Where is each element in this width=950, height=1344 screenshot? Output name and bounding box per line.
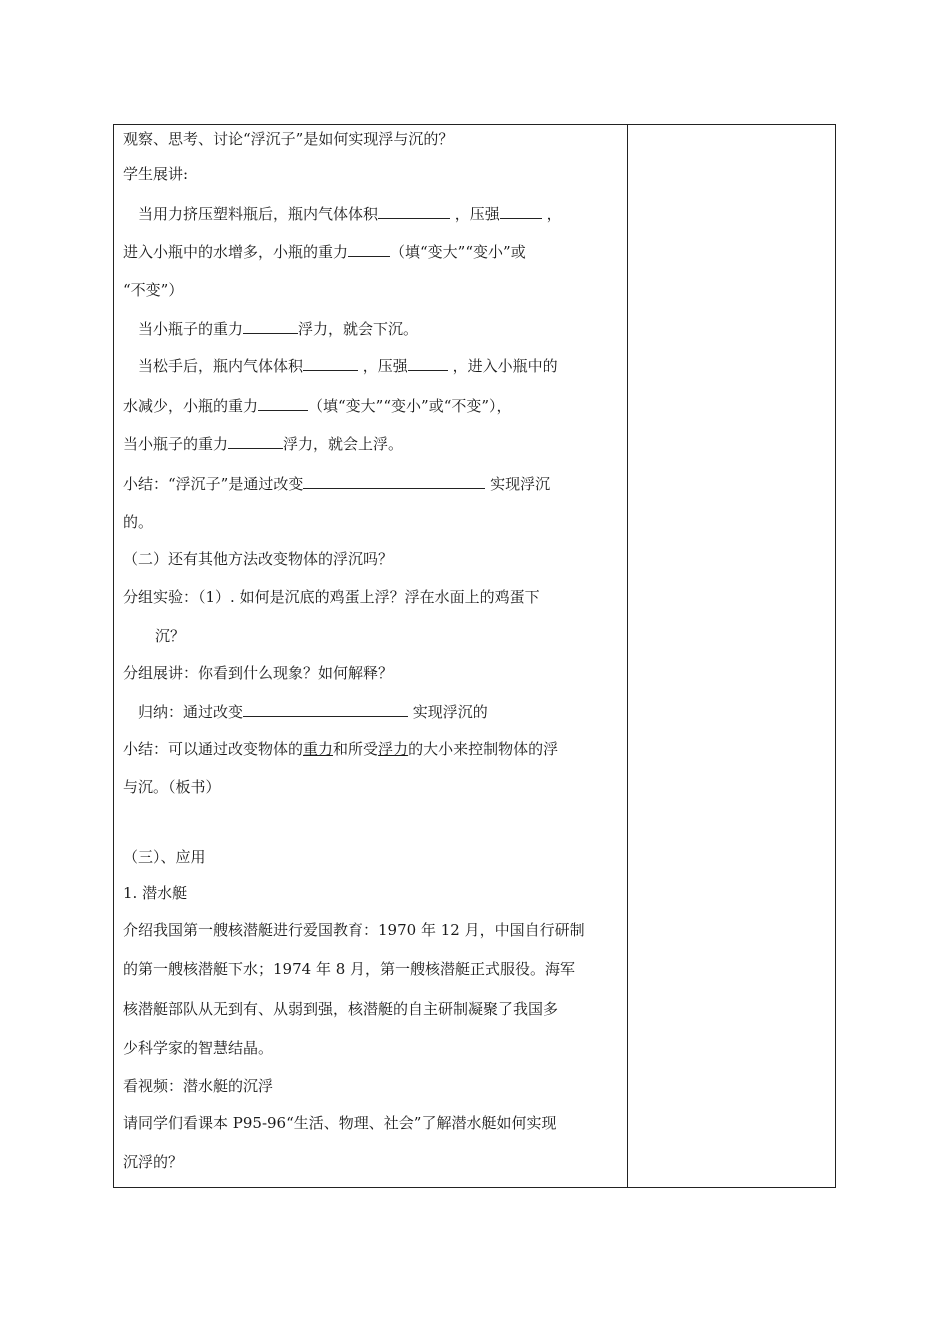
section-three-heading <box>123 847 206 867</box>
text: 的第一艘核潜艇下水；1974 年 8 月，第一艘核潜艇正式服役。海军 <box>123 960 576 978</box>
text: 观察、思考、讨论“浮沉子”是如何实现浮与沉的？ <box>123 130 454 148</box>
text: 少科学家的智慧结晶。 <box>123 1039 274 1057</box>
text: （填“变大”“变小”或“不变”）， <box>308 397 512 415</box>
text: 与沉。（板书） <box>123 778 221 796</box>
text: 沉浮的？ <box>123 1153 184 1171</box>
text: ，压强 <box>454 205 500 223</box>
text: 浮力，就会下沉。 <box>298 320 419 338</box>
text: 和所受 <box>333 740 379 758</box>
answer-blank[interactable] <box>303 355 358 371</box>
text: 实现浮沉的 <box>412 703 488 721</box>
line-student-present <box>123 164 188 184</box>
answer-blank[interactable] <box>228 433 283 449</box>
answer-blank[interactable] <box>500 203 542 219</box>
text: 归纳：通过改变 <box>138 703 244 721</box>
underlined-term: 浮力 <box>378 740 409 758</box>
line-intro-3 <box>123 999 558 1019</box>
line-sink <box>138 318 418 339</box>
text: 水减少，小瓶的重力 <box>123 397 259 415</box>
text: “不变”） <box>123 281 184 299</box>
text: 沉？ <box>155 627 186 645</box>
text: （填“变大”“变小”或 <box>390 243 526 261</box>
line-intro-4 <box>123 1038 273 1058</box>
answer-blank[interactable] <box>408 355 448 371</box>
text: 1. 潜水艇 <box>123 884 188 902</box>
line-release <box>138 355 558 376</box>
text: 进入小瓶中的水增多，小瓶的重力 <box>123 243 349 261</box>
answer-blank[interactable] <box>303 473 485 489</box>
line-textbook <box>123 1113 556 1133</box>
lesson-table <box>113 124 836 1188</box>
line-discuss <box>123 129 453 149</box>
text: （二）还有其他方法改变物体的浮沉吗？ <box>123 550 394 568</box>
text: 当用力挤压塑料瓶后，瓶内气体体积 <box>138 205 379 223</box>
text: ，压强 <box>362 357 408 375</box>
text: 当松手后，瓶内气体体积 <box>138 357 304 375</box>
text: 浮力，就会上浮。 <box>283 435 404 453</box>
line-summary-1-end <box>123 512 153 532</box>
text: 小结：“浮沉子”是通过改变 <box>123 475 304 493</box>
answer-blank[interactable] <box>243 701 408 717</box>
line-summary-2 <box>123 739 558 759</box>
line-group-experiment <box>123 587 540 607</box>
section-two-heading <box>123 549 393 569</box>
text: 请同学们看课本 P95-96“生活、物理、社会”了解潜水艇如何实现 <box>123 1114 557 1132</box>
answer-blank[interactable] <box>378 203 450 219</box>
text: 实现浮沉 <box>490 475 551 493</box>
item-submarine <box>123 883 187 903</box>
line-unchanged <box>123 280 183 300</box>
text: 看视频：潜水艇的沉浮 <box>123 1077 274 1095</box>
line-conclusion <box>138 701 488 722</box>
text: 小结：可以通过改变物体的 <box>123 740 304 758</box>
line-squeeze <box>138 203 562 224</box>
text: （三）、应用 <box>123 848 206 866</box>
text: 核潜艇部队从无到有、从弱到强，核潜艇的自主研制凝聚了我国多 <box>123 1000 559 1018</box>
text: 的。 <box>123 513 154 531</box>
answer-blank[interactable] <box>348 241 390 257</box>
line-intro-2 <box>123 959 575 979</box>
line-summary-2-end <box>123 777 221 797</box>
line-float <box>123 433 403 454</box>
line-water-decrease <box>123 395 512 416</box>
text: 分组实验：（1）. 如何是沉底的鸡蛋上浮？浮在水面上的鸡蛋下 <box>123 588 540 606</box>
text: 分组展讲：你看到什么现象？如何解释？ <box>123 664 394 682</box>
column-divider <box>627 125 628 1187</box>
line-water-increase <box>123 241 526 262</box>
answer-blank[interactable] <box>258 395 308 411</box>
text: ，进入小瓶中的 <box>452 357 558 375</box>
text: 当小瓶子的重力 <box>138 320 244 338</box>
text: 介绍我国第一艘核潜艇进行爱国教育：1970 年 12 月，中国自行研制 <box>123 921 585 939</box>
text: 的大小来控制物体的浮 <box>408 740 559 758</box>
answer-blank[interactable] <box>243 318 298 334</box>
text: ， <box>546 205 562 223</box>
line-group-experiment-cont <box>155 626 185 646</box>
line-group-present <box>123 663 393 683</box>
text: 当小瓶子的重力 <box>123 435 229 453</box>
underlined-term: 重力 <box>303 740 334 758</box>
text: 学生展讲: <box>123 165 189 183</box>
line-intro-1 <box>123 920 585 940</box>
line-summary-1 <box>123 473 550 494</box>
line-textbook-end <box>123 1152 183 1172</box>
line-video <box>123 1076 273 1096</box>
